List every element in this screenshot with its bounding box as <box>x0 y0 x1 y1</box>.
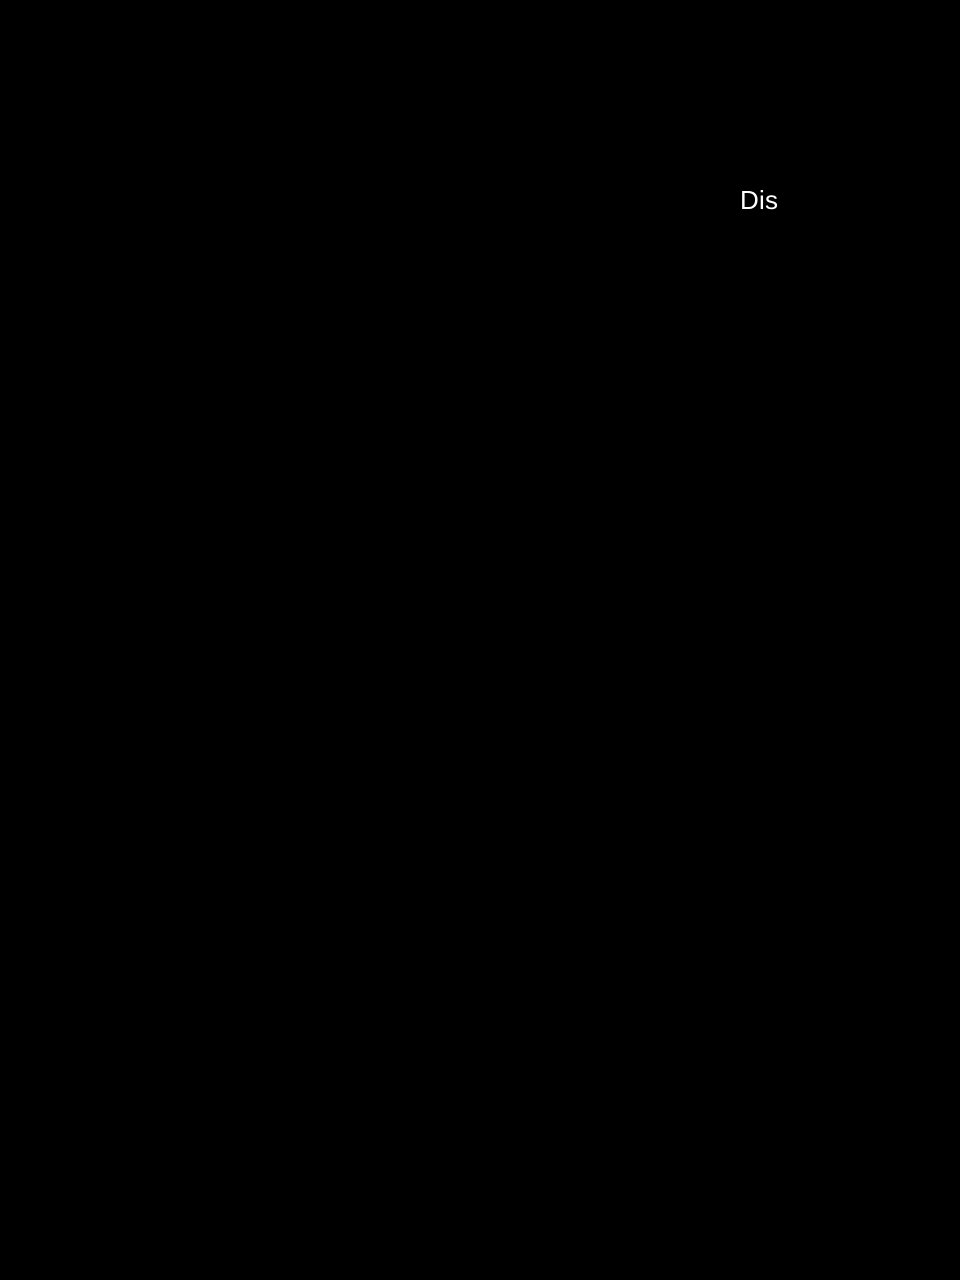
partial-text-label: Dis <box>740 185 779 215</box>
